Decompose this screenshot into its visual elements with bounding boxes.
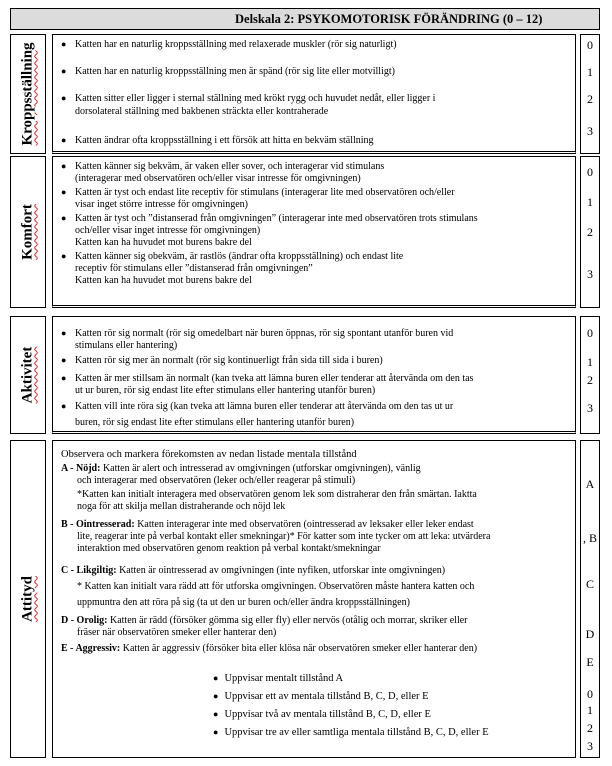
state-d-key: D - Orolig: (61, 615, 108, 626)
bullet-icon: ● (213, 709, 219, 719)
bullet-icon: ● (61, 355, 67, 365)
score-value: 1 (587, 355, 593, 369)
score-value: 2 (587, 92, 593, 106)
score-value: 1 (587, 195, 593, 209)
section-label-box (10, 156, 46, 308)
scale-header (10, 8, 600, 30)
summary-row (213, 727, 489, 738)
section-aktivitet (10, 316, 600, 434)
list-item-continuation: dorsolateral ställning med bakbenen sträckta eller kontraherade (75, 106, 329, 117)
section-content: ● Katten rör sig normalt (rör sig omedelbart när buren öppnas, rör sig spontant utanför buren vid stimulans eller hantering) ● Katten rör sig mer än normalt (rör sig kontinuerligt från sida till sida i buren) ● Katten är mer stillsam än normalt (kan tveka att lämna buren eller tenderar att återvända om den tas ut ur buren, rör sig endast lite efter stimulans eller hantering utanför buren) ● Katten vill inte röra sig (kan tveka att lämna buren eller tenderar att återvända om den tas ut ur buren, rör sig endast lite efter stimulans eller hantering utanför buren) (52, 316, 576, 434)
state-a-line (61, 463, 421, 475)
state-b-text-2: lite, reagerar inte på verbal kontakt eller smekningar)* För katter som inte tycker om att leka: utvärdera (77, 531, 491, 542)
state-e-line (61, 643, 477, 655)
state-b-text-3: interaktion med observatören genom reaktion på verbal kontakt/smekningar (77, 543, 381, 554)
section-label: Komfort (19, 204, 36, 260)
score-value: 3 (587, 124, 593, 138)
score-letter: E (586, 655, 594, 669)
score-value: 3 (587, 739, 593, 753)
summary-row (213, 691, 429, 702)
state-d-line (61, 615, 468, 627)
state-c-note-2: uppmuntra den att röra på sig (ta ut den ur buren och/eller ändra kroppsställningen) (77, 597, 410, 608)
list-item-continuation: buren, rör sig endast lite efter stimulans eller hantering utanför buren) (75, 417, 355, 428)
summary-text: Uppvisar ett av mentala tillstånd B, C, D, eller E (224, 691, 429, 702)
score-value: 1 (587, 65, 593, 79)
bullet-icon: ● (61, 401, 67, 411)
state-c-key: C - Likgiltig: (61, 565, 117, 576)
list-item-continuation: (interagerar med observatören och/eller visar intresse för omgivningen) (75, 173, 361, 184)
bullet-icon: ● (213, 673, 219, 683)
scale-sheet (10, 8, 600, 758)
score-column (580, 156, 600, 308)
state-b-text: Katten interagerar inte med observatören (ointresserad av leksaker eller leker endast (137, 519, 474, 530)
summary-text: Uppvisar tre av eller samtliga mentala tillstånd B, C, D, eller E (224, 727, 489, 738)
score-value: 0 (587, 687, 593, 701)
bullet-icon: ● (61, 187, 67, 197)
list-item-continuation: Katten kan ha huvudet mot burens bakre del (75, 237, 252, 248)
state-c-text: Katten är ointresserad av omgivningen (inte nyfiken, utforskar inte omgivningen) (119, 565, 446, 576)
section-content: ● Katten har en naturlig kroppsställning med relaxerade muskler (rör sig naturligt) ● Katten har en naturlig kroppsställning men är spänd (rör sig lite eller motvilligt) ● Katten sitter eller ligger i sternal ställning med krökt rygg och huvudet nedåt, eller ligger i dorsolateral ställning med bakbenen sträckta eller kontraherade ● Katten ändrar ofta kroppsställning i ett försök att hitta en bekväm ställning (52, 34, 576, 154)
summary-text: Uppvisar två av mentala tillstånd B, C, D, eller E (224, 709, 431, 720)
section-label-box (10, 316, 46, 434)
score-letter: D (585, 627, 595, 641)
bullet-icon: ● (61, 251, 67, 261)
summary-row (213, 673, 343, 684)
score-value: 0 (587, 326, 593, 340)
state-c-note: * Katten kan initialt vara rädd att för utforska omgivningen. Observatören måste hantera katten och (77, 581, 475, 592)
score-value: 0 (587, 165, 593, 179)
bullet-icon: ● (61, 213, 67, 223)
score-value: 1 (587, 703, 593, 717)
section-attityd (10, 440, 600, 758)
state-d-text: Katten är rädd (försöker gömma sig eller fly) eller nervös (otålig och morrar, skriker eller (109, 615, 468, 626)
score-letter: C (585, 577, 594, 591)
scale-title: Delskala 2: PSYKOMOTORISK FÖRÄNDRING (0 – 12) (235, 12, 543, 26)
bullet-icon: ● (213, 691, 219, 701)
list-item-continuation: Katten kan ha huvudet mot burens bakre del (75, 275, 252, 286)
section-label: Attityd (19, 576, 36, 622)
score-letter: A (585, 477, 595, 491)
list-item-continuation: visar inget större intresse för omgivningen) (75, 199, 249, 210)
bullet-icon: ● (61, 135, 67, 145)
section-label-box (10, 440, 46, 758)
list-item-continuation: ut ur buren, rör sig endast lite efter stimulans eller hantering utanför buren) (75, 385, 376, 396)
score-value: 2 (587, 721, 593, 735)
state-b-line (61, 519, 474, 531)
state-e-key: E - Aggressiv: (61, 643, 121, 654)
section-content: ● Katten känner sig bekväm, är vaken eller sover, och interagerar vid stimulans (interagerar med observatören och/eller visar intresse för omgivningen) ● Katten är tyst och endast lite receptiv för stimulans (interagerar lite med observatören och/eller visar inget större intresse för omgivningen) ● Katten är tyst och ”distanserad från omgivningen” (interagerar inte med observatören trots stimulans och/eller visar inget intresse för omgivningen) Katten kan ha huvudet mot burens bakre del ● Katten känner sig obekväm, är rastlös (ändrar ofta kroppsställning) och endast lite receptiv för stimulans eller ”distanserad från omgivningen” Katten kan ha huvudet mot burens bakre del (52, 156, 576, 308)
section-komfort (10, 156, 600, 308)
score-value: 2 (587, 225, 593, 239)
score-column (580, 316, 600, 434)
bullet-icon: ● (61, 328, 67, 338)
score-column (580, 440, 600, 758)
score-value: 2 (587, 373, 593, 387)
summary-text: Uppvisar mentalt tillstånd A (224, 673, 344, 684)
list-item-continuation: och/eller visar inget intresse för omgivningen) (75, 225, 261, 236)
attityd-intro: Observera och markera förekomsten av nedan listade mentala tillstånd (61, 449, 357, 460)
bullet-icon: ● (61, 373, 67, 383)
bullet-icon: ● (61, 93, 67, 103)
bullet-icon: ● (213, 727, 219, 737)
score-value: 0 (587, 38, 593, 52)
score-value: 3 (587, 401, 593, 415)
list-item-continuation: stimulans eller hantering) (75, 340, 178, 351)
score-column (580, 34, 600, 154)
state-a-text: Katten är alert och intresserad av omgivningen (utforskar omgivningen), vänlig (102, 463, 421, 474)
state-c-line (61, 565, 445, 577)
state-a-note-2: noga för att skilja mellan distraherande och nöjd lek (77, 501, 286, 512)
section-kroppsstallning (10, 34, 600, 154)
state-a-key: A - Nöjd: (61, 463, 101, 474)
section-label: Aktivitet (19, 346, 36, 404)
state-a-text-2: och interagerar med observatören (leker och/eller reagerar på stimuli) (77, 475, 356, 486)
bullet-icon: ● (61, 66, 67, 76)
state-a-note: *Katten kan initialt interagera med observatören genom lek som distraherar den från smärtan. Iaktta (77, 489, 477, 500)
section-label: Kroppsställning (19, 42, 36, 146)
section-label-box (10, 34, 46, 154)
bullet-icon: ● (61, 161, 67, 171)
section-content (52, 440, 576, 758)
summary-row (213, 709, 431, 720)
state-d-text-2: fräser när observatören smeker eller hanterar den) (77, 627, 277, 638)
state-b-key: B - Ointresserad: (61, 519, 135, 530)
state-e-text: Katten är aggressiv (försöker bita eller klösa när observatören smeker eller hanterar den) (122, 643, 478, 654)
score-letter: , B (582, 531, 597, 545)
score-value: 3 (587, 267, 593, 281)
list-item-continuation: receptiv för stimulans eller ”distanserad från omgivningen” (75, 263, 313, 274)
bullet-icon: ● (61, 39, 67, 49)
